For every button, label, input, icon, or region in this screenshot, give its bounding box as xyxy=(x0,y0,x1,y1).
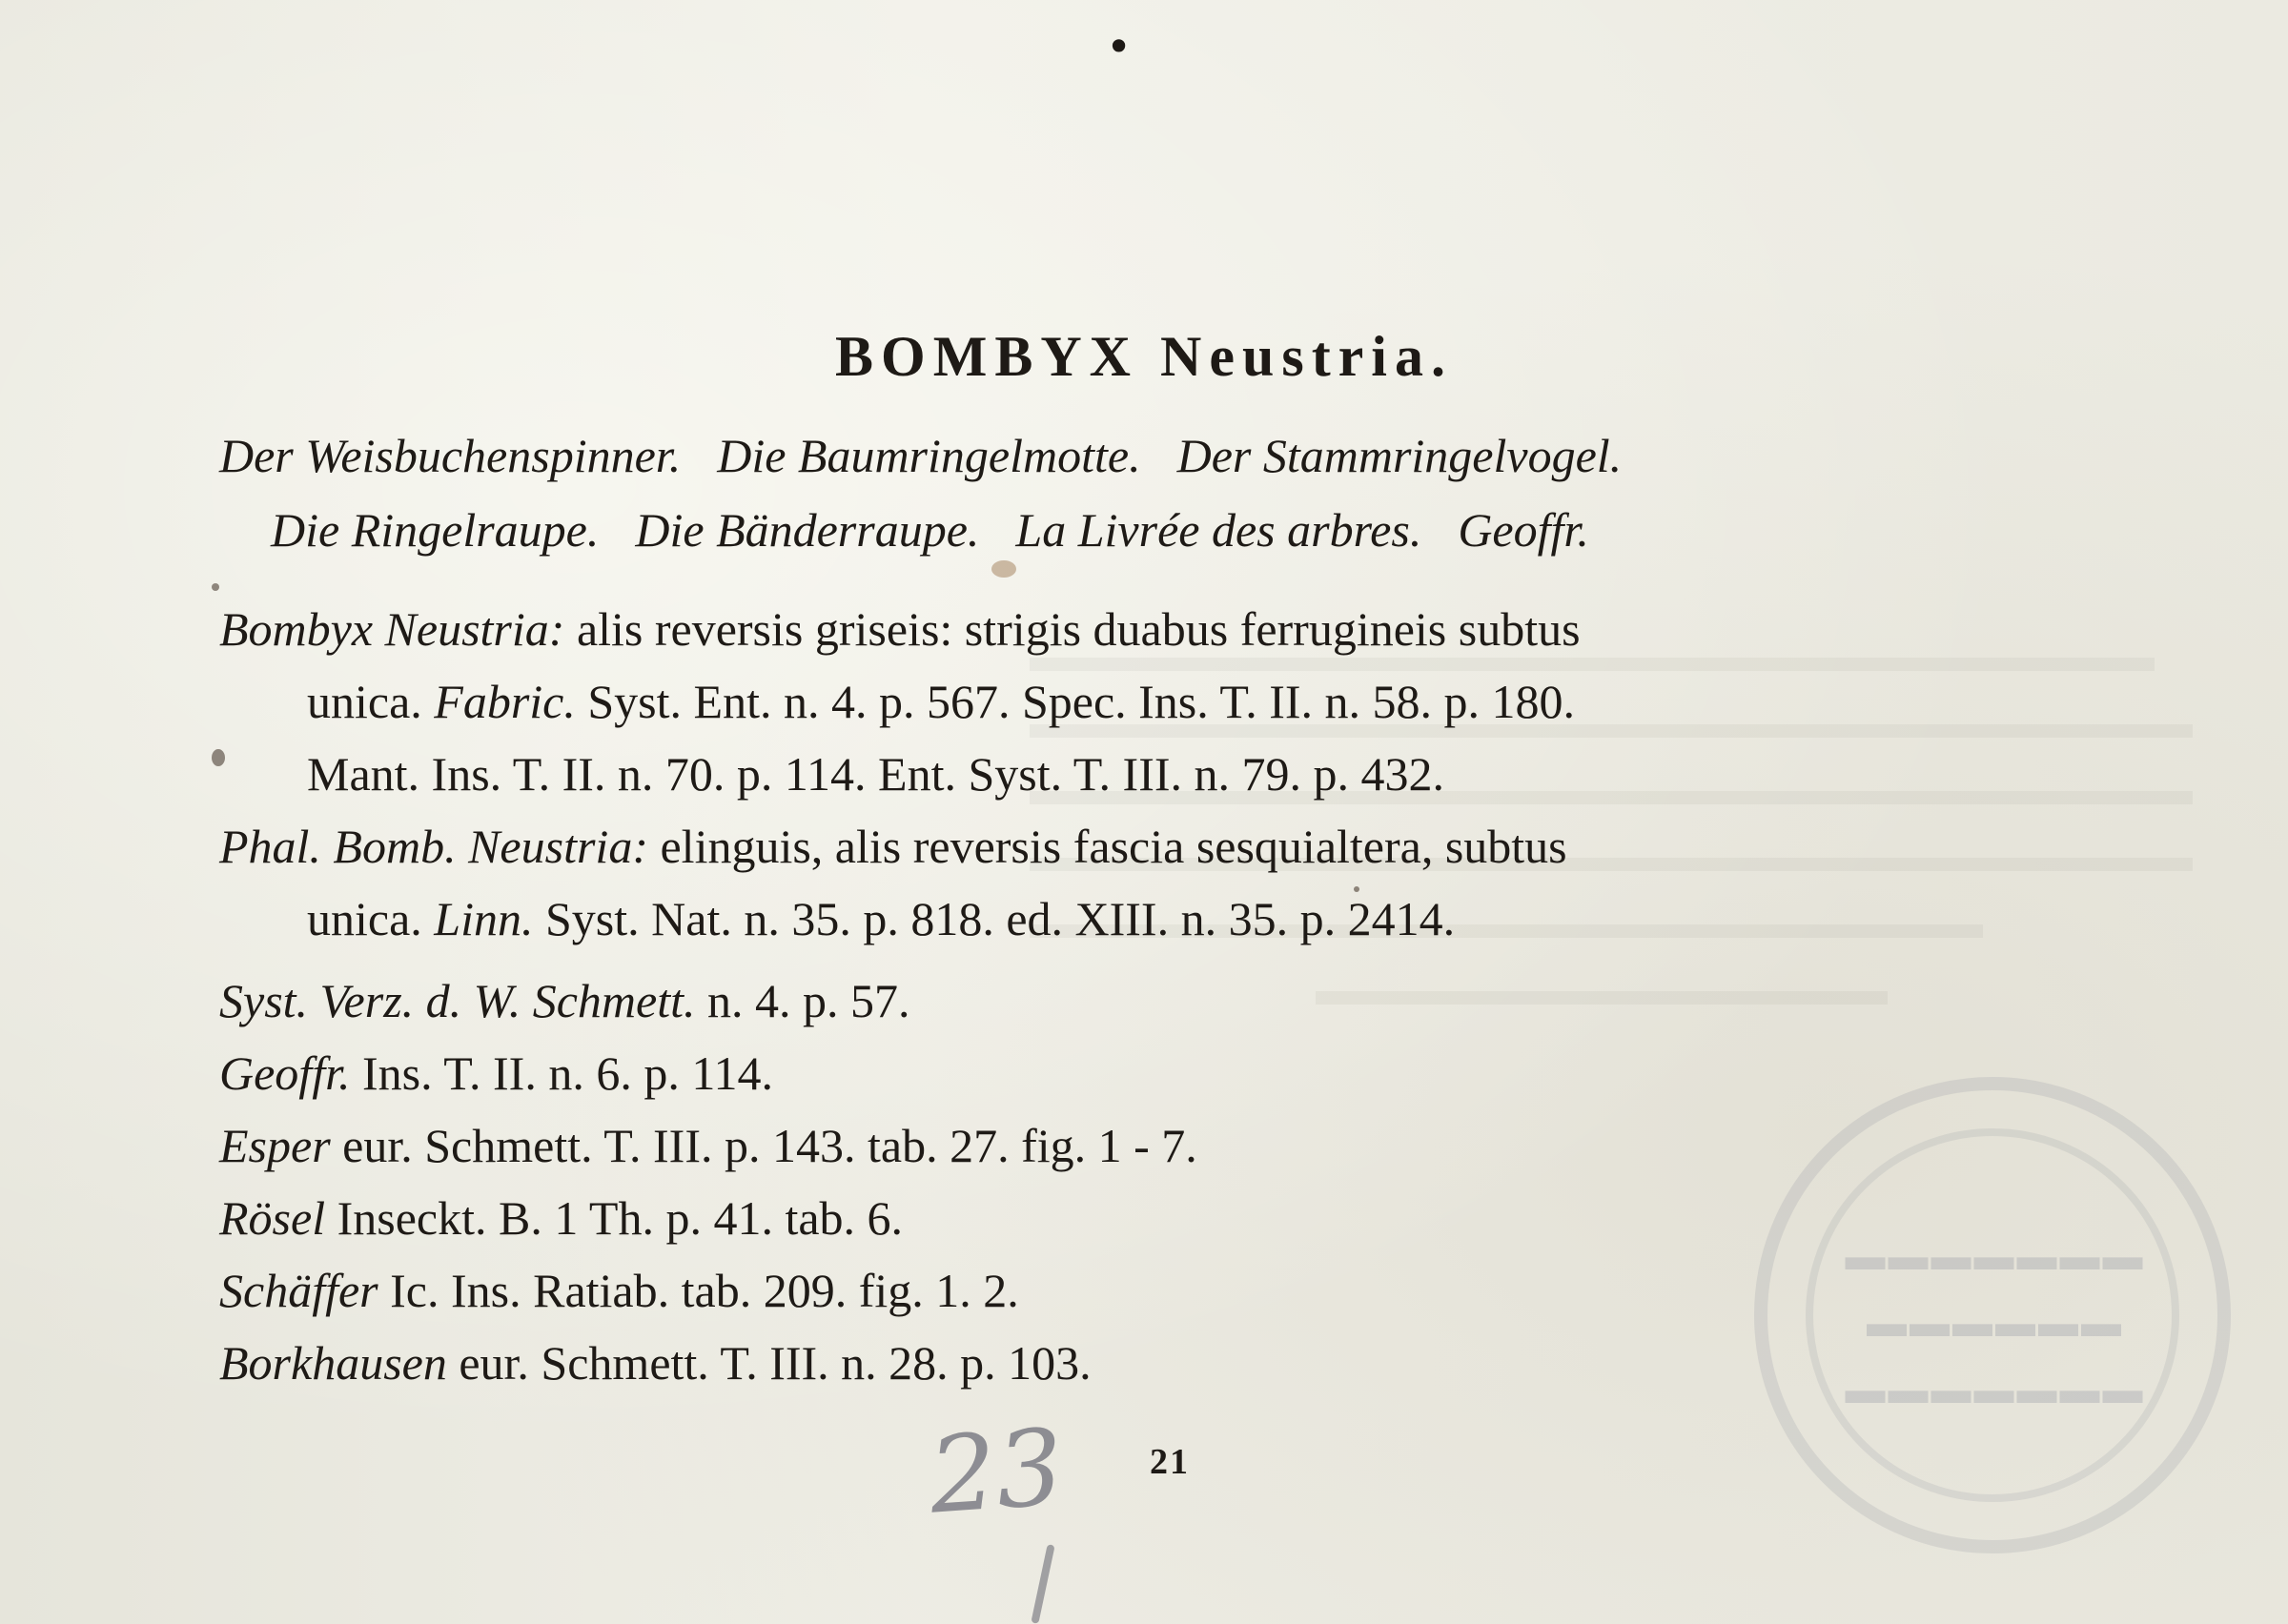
reference-text: Inseckt. B. 1 Th. p. 41. tab. 6. xyxy=(337,1191,904,1245)
stamp-text-bar: ▬▬▬▬▬▬▬ xyxy=(1842,1367,2143,1411)
common-names-line-1 xyxy=(219,427,1622,484)
citation-text: alis reversis griseis: strigis duabus ferrugineis subtus xyxy=(576,602,1581,656)
common-name: Die Ringelraupe. xyxy=(271,503,600,557)
common-name: Die Bänderraupe. xyxy=(635,503,980,557)
common-name: Geoffr. xyxy=(1458,503,1589,557)
page-title: BOMBYX Neustria. xyxy=(835,325,1453,388)
citation-text: unica. xyxy=(307,892,422,945)
stamp-text-bar: ▬▬▬▬▬▬ xyxy=(1864,1300,2121,1345)
pencil-stroke xyxy=(1031,1544,1054,1624)
paper-speck xyxy=(1354,886,1359,892)
linnaeus-citation-line-2 xyxy=(307,890,1455,947)
fabricius-citation-line-2 xyxy=(307,673,1575,730)
reference-line xyxy=(219,1262,1019,1319)
page-number: 21 xyxy=(1150,1442,1190,1482)
author-name: Linn. xyxy=(434,892,534,945)
common-name: Die Baumringelmotte. xyxy=(717,429,1141,482)
author-name: Fabric. xyxy=(434,675,576,728)
citation-text: unica. xyxy=(307,675,422,728)
reference-line xyxy=(219,1045,773,1102)
stamp-text-bar: ▬▬▬▬▬▬▬ xyxy=(1842,1233,2143,1278)
common-names-line-2 xyxy=(271,501,1589,558)
paper-speck xyxy=(212,749,225,766)
common-name: La Livrée des arbres. xyxy=(1015,503,1422,557)
handwritten-number: 23 xyxy=(925,1406,1068,1537)
paper-speck xyxy=(991,560,1016,578)
author-name: Schäffer xyxy=(219,1264,378,1317)
citation-text: elinguis, alis reversis fascia sesquialtera, subtus xyxy=(660,820,1567,873)
reference-line xyxy=(219,972,910,1029)
library-stamp xyxy=(1754,1077,2231,1553)
linnaeus-citation-line-1 xyxy=(219,818,1567,875)
reference-text: eur. Schmett. T. III. n. 28. p. 103. xyxy=(459,1336,1092,1390)
taxon-name: Phal. Bomb. Neustria: xyxy=(219,820,648,873)
author-name: Geoffr. xyxy=(219,1046,351,1100)
reference-line xyxy=(219,1334,1092,1391)
citation-text: Syst. Ent. n. 4. p. 567. Spec. Ins. T. II. n. 58. p. 180. xyxy=(587,675,1575,728)
citation-text: Syst. Nat. n. 35. p. 818. ed. XIII. n. 35. p. 2414. xyxy=(544,892,1456,945)
header-mark: • xyxy=(1106,21,1133,72)
author-name: Esper xyxy=(219,1119,331,1172)
reference-line xyxy=(219,1117,1197,1174)
fabricius-citation-line-1 xyxy=(219,600,1581,658)
taxon-name: Bombyx Neustria: xyxy=(219,602,565,656)
reference-text: n. 4. p. 57. xyxy=(707,974,910,1027)
author-name: Borkhausen xyxy=(219,1336,447,1390)
reference-text: eur. Schmett. T. III. p. 143. tab. 27. fig. 1 - 7. xyxy=(342,1119,1197,1172)
author-name: Rösel xyxy=(219,1191,326,1245)
citation-text: Mant. Ins. T. II. n. 70. p. 114. Ent. Syst. T. III. n. 79. p. 432. xyxy=(307,747,1444,801)
fabricius-citation-line-3 xyxy=(307,745,1444,802)
reference-text: Ic. Ins. Ratiab. tab. 209. fig. 1. 2. xyxy=(390,1264,1019,1317)
common-name: Der Weisbuchenspinner. xyxy=(219,429,682,482)
author-name: Syst. Verz. d. W. Schmett. xyxy=(219,974,696,1027)
paper-speck xyxy=(212,583,219,591)
reference-line xyxy=(219,1189,903,1247)
common-name: Der Stammringelvogel. xyxy=(1176,429,1623,482)
reference-text: Ins. T. II. n. 6. p. 114. xyxy=(362,1046,773,1100)
